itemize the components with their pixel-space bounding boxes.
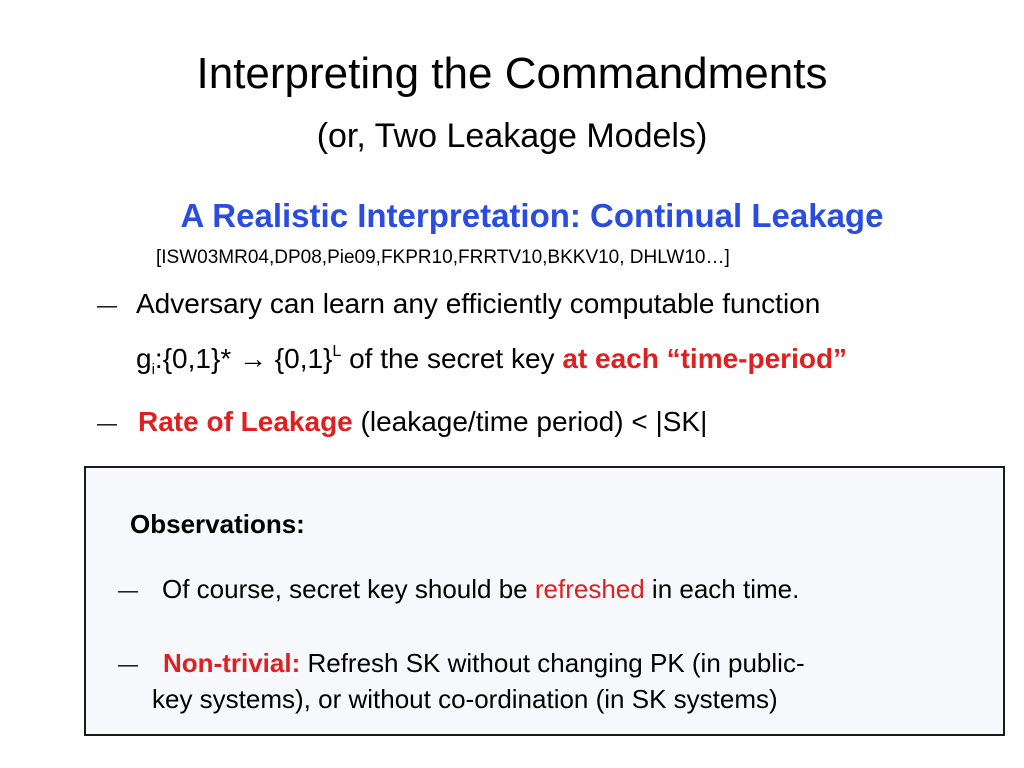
bullet-dash: — xyxy=(97,413,117,435)
observations-title: Observations: xyxy=(130,509,305,539)
bullet-1-line-1: Adversary can learn any efficiently computable function xyxy=(136,288,821,319)
bullet-2-rest: (leakage/time period) < |SK| xyxy=(352,406,708,437)
refreshed-highlight: refreshed xyxy=(534,574,645,604)
bullet-1-line-2 xyxy=(136,333,847,389)
observation-item-2-line-1 xyxy=(163,645,805,681)
section-heading: A Realistic Interpretation: Continual Leakage xyxy=(180,197,884,234)
bullet-2 xyxy=(138,403,707,441)
bullet-dash: — xyxy=(97,295,117,317)
references-citation: [ISW03MR04,DP08,Pie09,FKPR10,FRRTV10,BKKV10, DHLW10…] xyxy=(156,247,730,268)
observation-1-after: in each time. xyxy=(644,574,800,604)
function-symbol-g: g xyxy=(136,343,152,374)
observation-1-before: Of course, secret key should be xyxy=(162,574,535,604)
superscript-L: L xyxy=(332,343,342,360)
function-domain: :{0,1}* → {0,1} xyxy=(154,343,333,374)
time-period-highlight: at each “time-period” xyxy=(562,343,848,374)
bullet-dash: — xyxy=(118,580,138,602)
rate-of-leakage-highlight: Rate of Leakage xyxy=(138,406,353,437)
non-trivial-highlight: Non-trivial: xyxy=(163,648,301,678)
slide-subtitle: (or, Two Leakage Models) xyxy=(316,117,708,155)
bullet-dash: — xyxy=(118,654,138,676)
slide-title: Interpreting the Commandments xyxy=(196,49,828,98)
observation-item-2-line-2: key systems), or without co-ordination (in SK systems) xyxy=(152,684,778,714)
subscript-i: i xyxy=(151,361,155,378)
bullet-1-middle-text: of the secret key xyxy=(341,343,563,374)
observation-item-1 xyxy=(162,571,799,607)
observation-2-line-1-rest: Refresh SK without changing PK (in public- xyxy=(300,648,805,678)
